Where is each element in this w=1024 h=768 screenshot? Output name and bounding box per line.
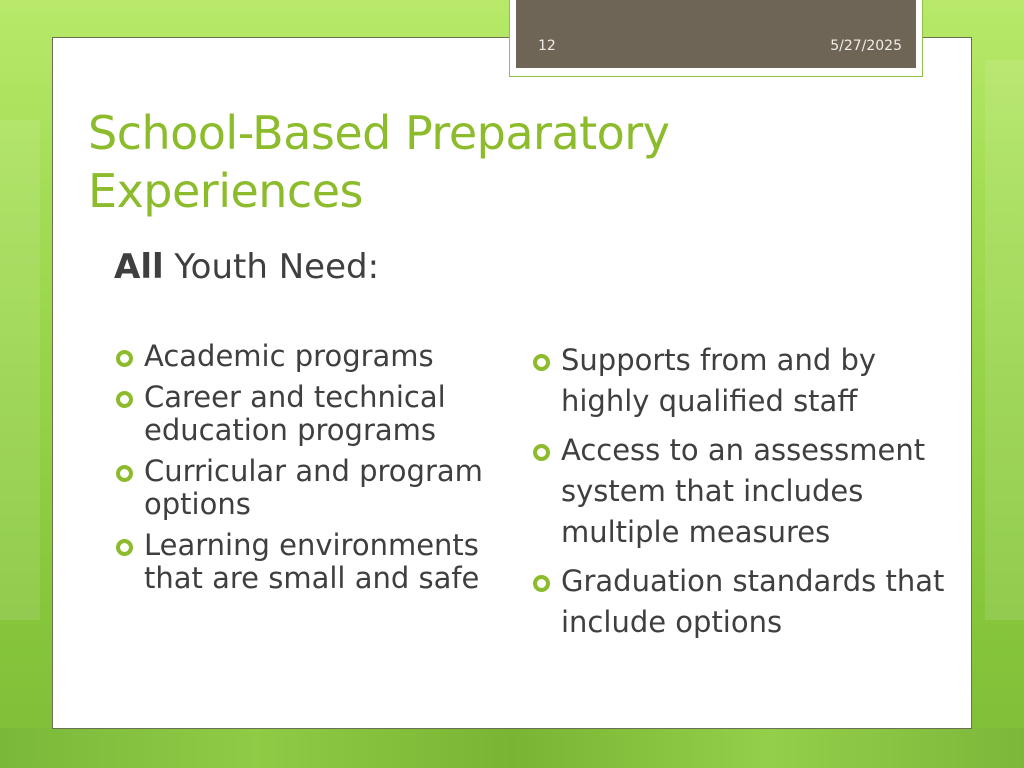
- list-item: [533, 430, 963, 553]
- list-item: [116, 529, 496, 595]
- list-item: [116, 455, 496, 521]
- subtitle-emphasis: All: [114, 247, 164, 287]
- list-item-text: Curricular and program options: [144, 454, 483, 521]
- list-item-text: Supports from and by highly qualified staff: [561, 343, 877, 418]
- slide-header-tab: [509, 0, 923, 77]
- list-item: [116, 340, 496, 373]
- list-item-text: Graduation standards that include options: [561, 564, 945, 639]
- background-decoration: [985, 60, 1024, 620]
- ring-bullet-icon: [116, 391, 133, 408]
- slide-title: School-Based Preparatory Experiences: [88, 106, 670, 218]
- right-bullet-list: [533, 340, 963, 651]
- left-bullet-list: [116, 340, 496, 603]
- background-footer-band: [0, 728, 1024, 768]
- slide-date: 5/27/2025: [830, 38, 902, 54]
- list-item: [533, 340, 963, 422]
- slide-header-bar: [516, 0, 916, 68]
- list-item: [116, 381, 496, 447]
- list-item: [533, 561, 963, 643]
- ring-bullet-icon: [116, 350, 133, 367]
- ring-bullet-icon: [533, 354, 550, 371]
- ring-bullet-icon: [533, 444, 550, 461]
- slide-subtitle: [114, 247, 379, 287]
- ring-bullet-icon: [533, 575, 550, 592]
- list-item-text: Academic programs: [144, 339, 434, 373]
- ring-bullet-icon: [116, 465, 133, 482]
- ring-bullet-icon: [116, 539, 133, 556]
- slide-number: 12: [538, 38, 556, 54]
- list-item-text: Career and technical education programs: [144, 380, 446, 447]
- list-item-text: Access to an assessment system that includes multiple measures: [561, 433, 926, 549]
- list-item-text: Learning environments that are small and safe: [144, 528, 480, 595]
- background-decoration: [0, 120, 40, 620]
- subtitle-text: Youth Need:: [163, 247, 380, 287]
